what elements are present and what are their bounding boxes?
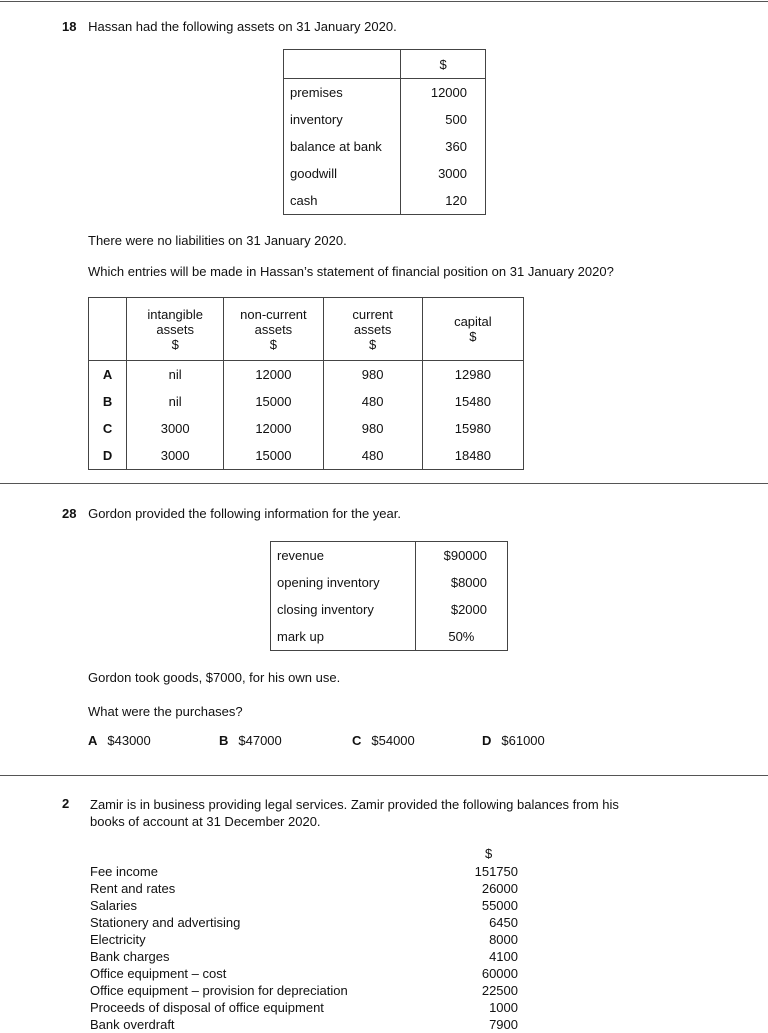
list-item: [90, 914, 520, 931]
header-current-assets: current assets $: [323, 298, 422, 361]
list-item: [90, 897, 520, 914]
asset-row: [284, 106, 486, 133]
asset-row: [284, 79, 486, 107]
option-letter: A: [89, 361, 127, 389]
q28-intro: Gordon provided the following information for the year.: [88, 506, 401, 521]
asset-label: premises: [284, 79, 401, 107]
cell-current: 980: [323, 415, 422, 442]
q2-number: 2: [62, 796, 70, 811]
info-label: closing inventory: [271, 596, 416, 623]
asset-row: [284, 187, 486, 215]
balance-amount: 26000: [481, 881, 518, 896]
option-letter: B: [219, 733, 229, 748]
option-b[interactable]: [219, 733, 282, 748]
q28-info-table: [270, 541, 508, 651]
q18-intro: Hassan had the following assets on 31 January 2020.: [88, 19, 397, 34]
list-item: [90, 931, 520, 948]
cell-noncurrent: 12000: [224, 415, 323, 442]
cell-intangible: nil: [127, 388, 224, 415]
cell-current: 480: [323, 388, 422, 415]
q18-header: [62, 19, 397, 34]
cell-intangible: 3000: [127, 415, 224, 442]
balance-amount: 4100: [489, 949, 518, 964]
balance-amount: 60000: [481, 966, 518, 981]
asset-label: inventory: [284, 106, 401, 133]
balance-item: Salaries: [90, 898, 137, 913]
balance-amount: 8000: [489, 932, 518, 947]
info-label: mark up: [271, 623, 416, 651]
cell-capital: 15980: [422, 415, 523, 442]
option-d[interactable]: [482, 733, 545, 748]
asset-value: 120: [401, 187, 486, 215]
option-letter: A: [88, 733, 98, 748]
info-row: [271, 596, 508, 623]
balance-item: Office equipment – provision for depreciation: [90, 983, 348, 998]
list-item: [90, 880, 520, 897]
q28-number: 28: [62, 506, 77, 521]
answer-row-c: [89, 415, 524, 442]
q2-intro-line1: Zamir is in business providing legal services. Zamir provided the following balances from his: [90, 797, 619, 812]
option-value: $54000: [371, 733, 415, 748]
q2-balances-list: [90, 863, 520, 1033]
top-divider: [0, 1, 768, 2]
q2-intro: [90, 796, 710, 830]
answer-row-d: [89, 442, 524, 470]
q28-question: What were the purchases?: [88, 704, 243, 719]
list-item: [90, 863, 520, 880]
option-c[interactable]: [352, 733, 415, 748]
option-value: $61000: [501, 733, 545, 748]
balance-item: Electricity: [90, 932, 146, 947]
q2-currency-header: $: [485, 846, 493, 861]
q18-note: There were no liabilities on 31 January 2020.: [88, 233, 347, 248]
balance-item: Bank overdraft: [90, 1017, 175, 1032]
option-value: $47000: [238, 733, 282, 748]
balance-item: Proceeds of disposal of office equipment: [90, 1000, 324, 1015]
header-intangible-assets: intangible assets $: [127, 298, 224, 361]
info-label: opening inventory: [271, 569, 416, 596]
balance-item: Stationery and advertising: [90, 915, 241, 930]
list-item: [90, 982, 520, 999]
info-value: $8000: [415, 569, 507, 596]
answer-row-b: [89, 388, 524, 415]
q18-answer-table: [88, 297, 524, 470]
balance-amount: 7900: [489, 1017, 518, 1032]
list-item: [90, 965, 520, 982]
option-letter: C: [89, 415, 127, 442]
cell-current: 980: [323, 361, 422, 389]
balance-item: Fee income: [90, 864, 158, 879]
balance-item: Bank charges: [90, 949, 170, 964]
cell-intangible: nil: [127, 361, 224, 389]
assets-currency-header: $: [401, 50, 486, 79]
option-a[interactable]: [88, 733, 151, 748]
cell-noncurrent: 12000: [224, 361, 323, 389]
q28-header: [62, 506, 401, 521]
asset-value: 360: [401, 133, 486, 160]
q18-assets-table: [283, 49, 486, 215]
cell-current: 480: [323, 442, 422, 470]
q2-intro-line2: books of account at 31 December 2020.: [90, 814, 321, 829]
header-noncurrent-assets: non-current assets $: [224, 298, 323, 361]
section-divider: [0, 483, 768, 484]
asset-row: [284, 133, 486, 160]
list-item: [90, 999, 520, 1016]
info-value: $2000: [415, 596, 507, 623]
cell-intangible: 3000: [127, 442, 224, 470]
asset-value: 500: [401, 106, 486, 133]
cell-capital: 15480: [422, 388, 523, 415]
balance-item: Rent and rates: [90, 881, 176, 896]
option-letter: D: [482, 733, 492, 748]
cell-capital: 18480: [422, 442, 523, 470]
list-item: [90, 1016, 520, 1033]
q28-note: Gordon took goods, $7000, for his own use.: [88, 670, 341, 685]
option-letter: D: [89, 442, 127, 470]
asset-label: balance at bank: [284, 133, 401, 160]
answer-table-header: [89, 298, 524, 361]
option-letter: C: [352, 733, 362, 748]
balance-item: Office equipment – cost: [90, 966, 227, 981]
info-row: [271, 623, 508, 651]
q18-question: Which entries will be made in Hassan’s statement of financial position on 31 January 2020?: [88, 264, 614, 279]
asset-label: goodwill: [284, 160, 401, 187]
asset-value: 12000: [401, 79, 486, 107]
asset-label: cash: [284, 187, 401, 215]
list-item: [90, 948, 520, 965]
q18-number: 18: [62, 19, 77, 34]
info-value: 50%: [415, 623, 507, 651]
asset-value: 3000: [401, 160, 486, 187]
info-row: [271, 542, 508, 570]
cell-noncurrent: 15000: [224, 442, 323, 470]
info-label: revenue: [271, 542, 416, 570]
option-value: $43000: [107, 733, 151, 748]
balance-amount: 55000: [481, 898, 518, 913]
info-row: [271, 569, 508, 596]
balance-amount: 22500: [481, 983, 518, 998]
cell-noncurrent: 15000: [224, 388, 323, 415]
header-capital: capital $: [422, 298, 523, 361]
info-value: $90000: [415, 542, 507, 570]
answer-row-a: [89, 361, 524, 389]
section-divider: [0, 775, 768, 776]
q28-options: [88, 733, 648, 751]
option-letter: B: [89, 388, 127, 415]
cell-capital: 12980: [422, 361, 523, 389]
asset-row: [284, 160, 486, 187]
balance-amount: 1000: [489, 1000, 518, 1015]
balance-amount: 151750: [474, 864, 518, 879]
balance-amount: 6450: [489, 915, 518, 930]
